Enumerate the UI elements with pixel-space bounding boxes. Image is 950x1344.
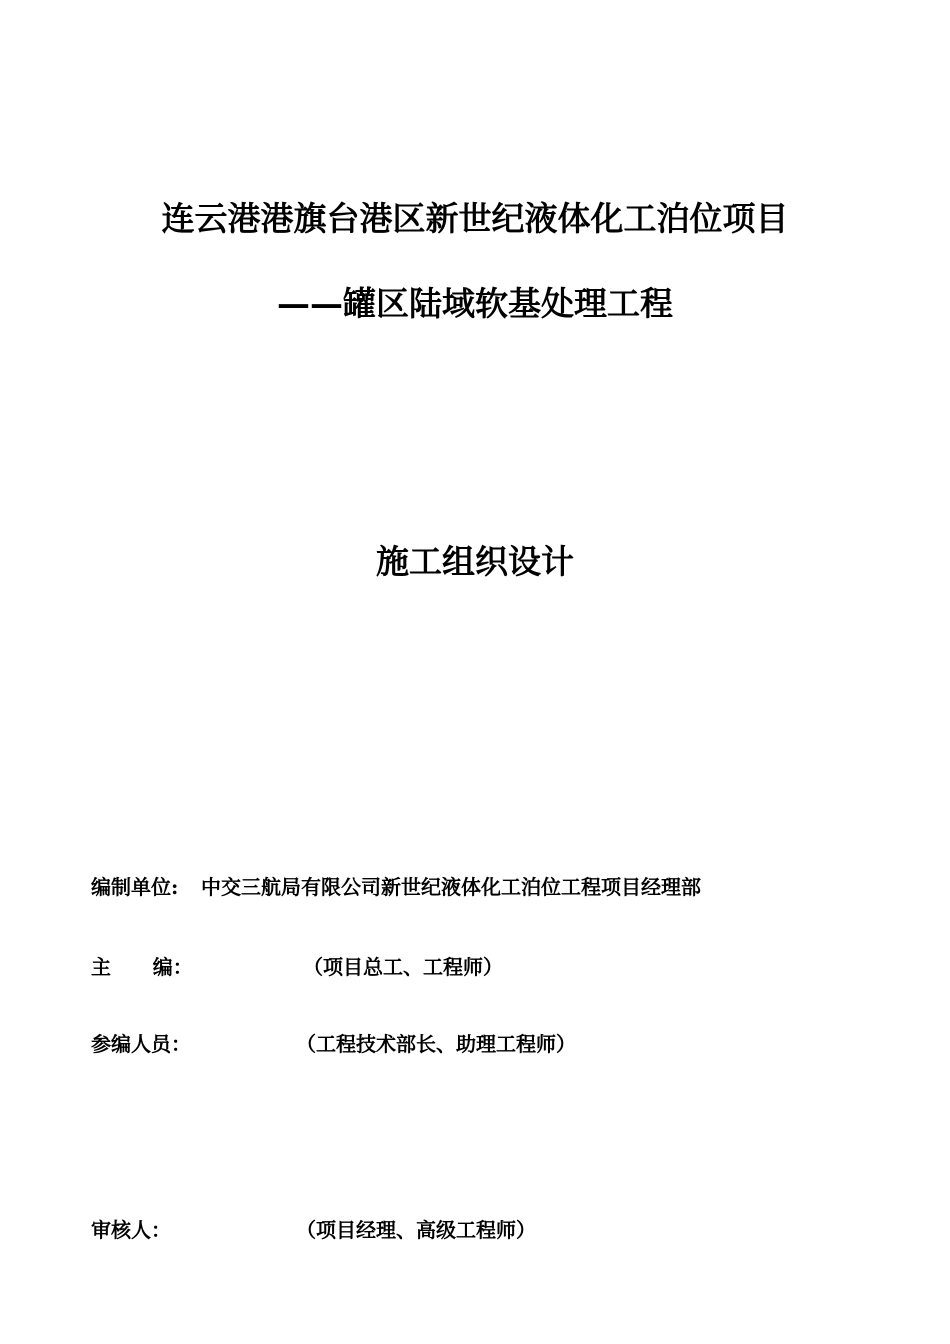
document-type-heading: 施工组织设计 (376, 542, 574, 581)
participants-value: （工程技术部长、助理工程师） (296, 1032, 576, 1056)
reviewer-label: 审核人： (91, 1218, 171, 1242)
reviewer-value: （项目经理、高级工程师） (296, 1218, 536, 1242)
participants-label: 参编人员： (91, 1032, 191, 1056)
editor-value: （项目总工、工程师） (303, 955, 503, 979)
editor-label: 主 编： (91, 955, 193, 979)
compiler-label: 编制单位: (91, 875, 179, 899)
project-title-line-2: ——罐区陆域软基处理工程 (277, 284, 673, 323)
compiler-value: 中交三航局有限公司新世纪液体化工泊位工程项目经理部 (201, 875, 701, 899)
project-title-line-1: 连云港港旗台港区新世纪液体化工泊位项目 (161, 199, 789, 238)
